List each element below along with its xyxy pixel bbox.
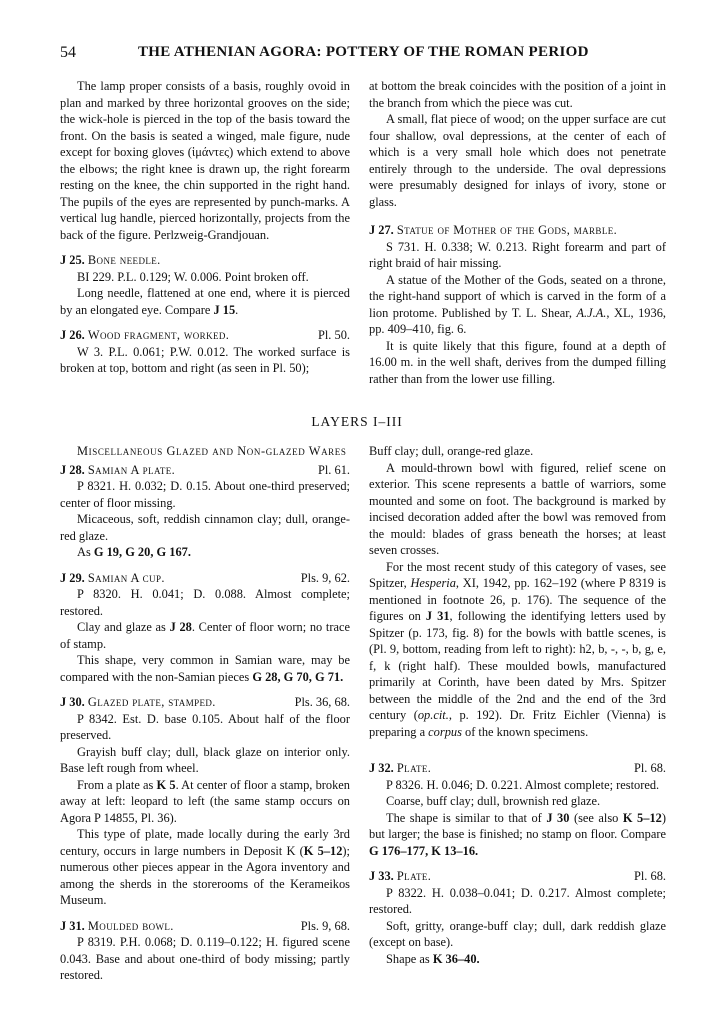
- entry-heading-j31: [60, 918, 350, 935]
- entry-paragraph: Grayish buff clay; dull, black glaze on interior only. Base left rough from wheel.: [60, 744, 350, 775]
- entry-id: J 26.: [60, 328, 85, 342]
- entry-paragraph: S 731. H. 0.338; W. 0.213. Right forearm and part of right braid of hair missing.: [369, 239, 666, 270]
- entry-title: Samian A plate.: [87, 462, 176, 477]
- entry-paragraph: P 8321. H. 0.032; D. 0.15. About one-third preserved; center of floor missing.: [60, 479, 350, 510]
- entry-paragraph: For the most recent study of this category of vases, see Spitzer, Hesperia, XI, 1942, pp. 162–192 (where P 8319 is mentioned in footnote 26, p. 176). The sequence of the figures on J 31, following the identifying letters used by Spitzer (p. 173, fig. 8) for the bowls with battle scenes, is (Pl. 9, bottom, reading from left to right): h2, b, -, -, b, g, e, f, k (right half). These moulded bowls, manufactured primarily at Corinth, have been dated by Mrs. Spitzer between the middle of the 2nd and the end of the 3rd century (op.cit., p. 192). Dr. Fritz Eichler (Vienna) is preparing a corpus of the known specimens.: [369, 559, 666, 739]
- cross-ref: J 30: [546, 810, 570, 825]
- cross-ref: K 5–12: [622, 810, 662, 825]
- entry-title: Bone needle.: [87, 253, 161, 267]
- entry-paragraph: From a plate as K 5. At center of floor a stamp, broken away at left: leopard to left (the same stamp occurs on Agora P 14855, Pl. 36).: [60, 777, 350, 825]
- section-title: LAYERS I–III: [311, 414, 403, 429]
- cross-ref: G 28, G 70, G 71.: [252, 669, 344, 684]
- entry-heading-j29: [60, 570, 350, 587]
- entry-title: Moulded bowl.: [87, 918, 174, 933]
- entry-id: J 31.: [60, 918, 85, 933]
- cross-ref: J 31: [425, 609, 450, 623]
- cross-ref: K 36–40.: [432, 951, 480, 966]
- plate-ref: Pls. 9, 62.: [300, 570, 350, 585]
- entry-id: J 25.: [60, 253, 85, 267]
- plate-ref: Pl. 61.: [317, 462, 350, 477]
- cross-ref: K 5–12: [303, 843, 343, 858]
- entry-paragraph: Clay and glaze as J 28. Center of floor worn; no trace of stamp.: [60, 620, 350, 651]
- entry-paragraph: This type of plate, made locally during the early 3rd century, occurs in large numbers in Deposit K (K 5–12); numerous other pieces appear in the Agora inventory and among the sherds in the storerooms of the Kerameikos Museum.: [60, 827, 350, 907]
- intro-paragraph: The lamp proper consists of a basis, roughly ovoid in plan and marked by three horizontal grooves on the side; the wick-hole is pierced in the top of the basis toward the front. On the basis is seated a winged, male figure, nude except for boxing gloves (ἱμάντες) which extend to above the elbows; the right knee is drawn up, the right forearm resting on the knee, the chin supported in the right hand. The pupils of the eyes are represented by punch-marks. A vertical lug handle, pierced horizontally, projects from the back of the figure. Perlzweig-Grandjouan.: [60, 79, 350, 242]
- entry-paragraph: P 8326. H. 0.046; D. 0.221. Almost complete; restored.: [386, 777, 660, 792]
- cross-ref: J 28: [169, 620, 192, 634]
- entry-paragraph: Soft, gritty, orange-buff clay; dull, dark reddish glaze (except on base).: [369, 918, 666, 949]
- entry-heading-j30: [60, 694, 350, 711]
- entry-title: Statue of Mother of the Gods, marble.: [396, 223, 618, 237]
- cross-ref: J 15: [213, 302, 236, 317]
- top-right-column: [369, 78, 666, 387]
- entry-title: Wood fragment, worked.: [87, 328, 230, 342]
- entry-heading-j25: [60, 252, 350, 269]
- entry-heading-j27: [369, 222, 666, 239]
- running-title: THE ATHENIAN AGORA: POTTERY OF THE ROMAN PERIOD: [138, 44, 589, 60]
- italic-text: op.cit.: [417, 708, 449, 722]
- entry-paragraph: A mould-thrown bowl with figured, relief scene on exterior. This scene represents a battle of warriors, some mounted and some on foot. The background is marked by incised decoration added after the bowl was removed from the mould: blades of grass beneath the horses; at least seven crosses.: [369, 460, 666, 557]
- journal-title: Hesperia: [410, 576, 456, 590]
- cross-ref: G 19, G 20, G 167.: [93, 545, 191, 559]
- entry-paragraph: The shape is similar to that of J 30 (see also K 5–12) but larger; the base is finished; no stamp on floor. Compare G 176–177, K 13–16.: [369, 810, 666, 858]
- entry-title: Samian A cup.: [87, 570, 165, 585]
- entry-paragraph: Long needle, flattened at one end, where it is pierced by an elongated eye. Compare J 15.: [60, 286, 350, 317]
- plate-ref: Pls. 9, 68.: [300, 918, 350, 933]
- plate-ref: Pl. 68.: [633, 869, 666, 883]
- entry-paragraph: P 8322. H. 0.038–0.041; D. 0.217. Almost complete; restored.: [369, 885, 666, 916]
- entry-paragraph: As G 19, G 20, G 167.: [77, 545, 191, 559]
- continued-paragraph: at bottom the break coincides with the position of a joint in the branch from which the piece was cut.: [369, 79, 666, 110]
- entry-paragraph: P 8320. H. 0.041; D. 0.088. Almost complete; restored.: [60, 587, 350, 618]
- entry-paragraph: P 8342. Est. D. base 0.105. About half of the floor preserved.: [60, 711, 350, 742]
- top-left-column: [60, 78, 350, 377]
- subsection-heading: Miscellaneous Glazed and Non-glazed Wares: [77, 444, 347, 458]
- entry-paragraph: BI 229. P.L. 0.129; W. 0.006. Point broken off.: [77, 269, 309, 284]
- entry-paragraph: Shape as K 36–40.: [386, 951, 480, 966]
- plate-ref: Pl. 50.: [317, 328, 350, 342]
- bottom-left-column: [60, 443, 350, 984]
- entry-paragraph: This shape, very common in Samian ware, may be compared with the non-Samian pieces G 28, G 70, G 71.: [60, 653, 350, 684]
- plate-ref: Pl. 68.: [633, 761, 666, 775]
- continued-paragraph: Buff clay; dull, orange-red glaze.: [369, 444, 534, 458]
- entry-paragraph: A small, flat piece of wood; on the upper surface are cut four shallow, oval depressions, at the center of each of which is a very small hole which does not penetrate entirely through to the underside. The oval depressions were presumably designed for inlays of ivory, stone or glass.: [369, 112, 666, 209]
- entry-id: J 28.: [60, 462, 85, 477]
- page-number: 54: [60, 44, 76, 61]
- entry-heading-j32: [369, 760, 666, 777]
- page-header: [60, 44, 666, 68]
- entry-id: J 29.: [60, 570, 85, 585]
- cross-ref: K 5: [156, 777, 176, 792]
- entry-heading-j28: [60, 462, 350, 479]
- entry-title: Plate.: [396, 869, 432, 883]
- entry-paragraph: It is quite likely that this figure, found at a depth of 16.00 m. in the well shaft, derives from the dumped filling rather than from the lower use filling.: [369, 338, 666, 386]
- entry-paragraph: P 8319. P.H. 0.068; D. 0.119–0.122; H. figured scene 0.043. Base and about one-third of body missing; partly restored.: [60, 935, 350, 982]
- entry-id: J 30.: [60, 695, 85, 709]
- italic-text: corpus: [428, 724, 462, 739]
- entry-paragraph: W 3. P.L. 0.061; P.W. 0.012. The worked surface is broken at top, bottom and right (as seen in Pl. 50);: [60, 344, 350, 375]
- entry-heading-j33: [369, 868, 666, 885]
- entry-id: J 32.: [369, 761, 394, 775]
- cross-ref: G 176–177, K 13–16.: [369, 843, 479, 858]
- entry-id: J 33.: [369, 869, 394, 883]
- entry-id: J 27.: [369, 223, 394, 237]
- entry-paragraph: A statue of the Mother of the Gods, seated on a throne, the right-hand support of which is carved in the form of a lion protome. Published by T. L. Shear, A.J.A., XL, 1936, pp. 409–410, fig. 6.: [369, 272, 666, 336]
- entry-paragraph: Coarse, buff clay; dull, brownish red glaze.: [386, 794, 601, 808]
- entry-paragraph: Micaceous, soft, reddish cinnamon clay; dull, orange-red glaze.: [60, 512, 350, 543]
- plate-ref: Pls. 36, 68.: [294, 695, 350, 709]
- bottom-right-column: [369, 443, 666, 967]
- entry-heading-j26: [60, 327, 350, 344]
- entry-title: Plate.: [396, 761, 432, 775]
- entry-title: Glazed plate, stamped.: [87, 695, 216, 709]
- journal-title: A.J.A.: [576, 305, 607, 320]
